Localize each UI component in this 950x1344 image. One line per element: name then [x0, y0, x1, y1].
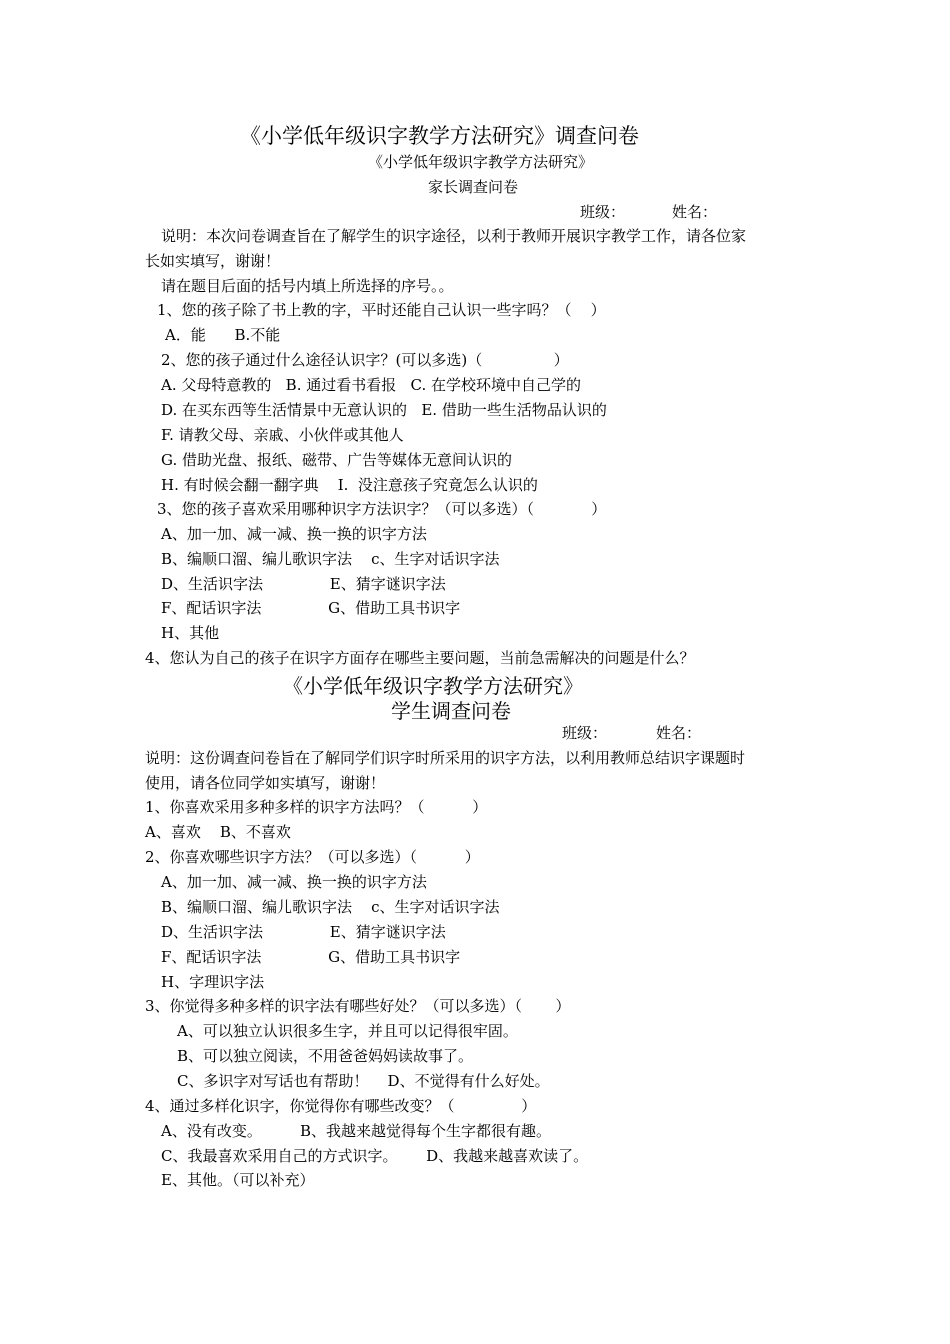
- student-q3-option: C、多识字对写话也有帮助！ D、不觉得有什么好处。: [177, 1072, 550, 1090]
- parent-q3-option: D、生活识字法 E、猜字谜识字法: [161, 575, 446, 593]
- student-name-label: 姓名：: [656, 724, 702, 742]
- parent-intro: 说明：本次问卷调查旨在了解学生的识字途径，以利于教师开展识字教学工作，请各位家: [161, 227, 747, 245]
- parent-heading: 家长调查问卷: [428, 178, 519, 196]
- parent-instruction: 请在题目后面的括号内填上所选择的序号。。: [161, 277, 454, 295]
- student-intro: 说明：这份调查问卷旨在了解同学们识字时所采用的识字方法，以利用教师总结识字课题时: [145, 749, 746, 767]
- parent-q2-option: G. 借助光盘、报纸、磁带、广告等媒体无意间认识的: [161, 451, 512, 469]
- parent-q3-option: B、编顺口溜、编儿歌识字法 c、生字对话识字法: [161, 550, 500, 568]
- parent-subtitle: 《小学低年级识字教学方法研究》: [368, 153, 594, 171]
- parent-q1-options: A．能 B.不能: [165, 326, 281, 344]
- parent-question-4: 4、您认为自己的孩子在识字方面存在哪些主要问题，当前急需解决的问题是什么？: [145, 649, 695, 667]
- parent-intro-cont: 长如实填写，谢谢！: [145, 252, 281, 270]
- student-q4-option: C、我最喜欢采用自己的方式识字。 D、我越来越喜欢读了。: [161, 1147, 589, 1165]
- student-q2-option: F、配话识字法 G、借助工具书识字: [161, 948, 461, 966]
- student-q2-option: D、生活识字法 E、猜字谜识字法: [161, 923, 446, 941]
- student-question-2: 2、你喜欢哪些识字方法？（可以多选）（ ）: [145, 848, 480, 866]
- parent-q2-option: F. 请教父母、亲戚、小伙伴或其他人: [161, 426, 404, 444]
- parent-q2-option: H. 有时候会翻一翻字典 I. 没注意孩子究竟怎么认识的: [161, 476, 538, 494]
- main-title: 《小学低年级识字教学方法研究》调查问卷: [240, 124, 639, 148]
- student-q4-option: E、其他。（可以补充）: [161, 1171, 315, 1189]
- parent-q3-option: F、配话识字法 G、借助工具书识字: [161, 599, 461, 617]
- student-intro-cont: 使用，请各位同学如实填写，谢谢！: [145, 774, 386, 792]
- student-q3-option: B、可以独立阅读，不用爸爸妈妈读故事了。: [177, 1047, 474, 1065]
- parent-q2-option: A. 父母特意教的 B. 通过看书看报 C. 在学校环境中自己学的: [161, 376, 582, 394]
- parent-name-label: 姓名：: [672, 203, 718, 221]
- parent-question-2: 2、您的孩子通过什么途径认识字？(可以多选)（ ）: [161, 351, 569, 369]
- student-q4-option: A、没有改变。 B、我越来越觉得每个生字都很有趣。: [161, 1122, 552, 1140]
- student-class-label: 班级：: [562, 724, 608, 742]
- parent-class-label: 班级：: [580, 203, 626, 221]
- student-q2-option: A、加一加、减一减、换一换的识字方法: [161, 873, 427, 891]
- student-q2-option: H、字理识字法: [161, 973, 265, 991]
- parent-q3-option: A、加一加、减一减、换一换的识字方法: [161, 525, 427, 543]
- student-question-3: 3、你觉得多种多样的识字法有哪些好处？（可以多选）（ ）: [145, 997, 571, 1015]
- parent-q3-option: H、其他: [161, 624, 220, 642]
- student-q2-option: B、编顺口溜、编儿歌识字法 c、生字对话识字法: [161, 898, 500, 916]
- parent-question-1: 1、您的孩子除了书上教的字，平时还能自己认识一些字吗？（ ）: [157, 301, 606, 319]
- student-question-1: 1、你喜欢采用多种多样的识字方法吗？（ ）: [145, 798, 488, 816]
- student-q3-option: A、可以独立认识很多生字，并且可以记得很牢固。: [177, 1022, 518, 1040]
- student-question-4: 4、通过多样化识字，你觉得你有哪些改变？（ ）: [145, 1097, 537, 1115]
- parent-question-3: 3、您的孩子喜欢采用哪种识字方法识字？（可以多选）（ ）: [157, 500, 607, 518]
- student-subtitle: 《小学低年级识字教学方法研究》: [283, 674, 583, 698]
- parent-q2-option: D. 在买东西等生活情景中无意认识的 E. 借助一些生活物品认识的: [161, 401, 607, 419]
- student-q1-options: A、喜欢 B、不喜欢: [145, 823, 291, 841]
- student-heading: 学生调查问卷: [391, 699, 511, 723]
